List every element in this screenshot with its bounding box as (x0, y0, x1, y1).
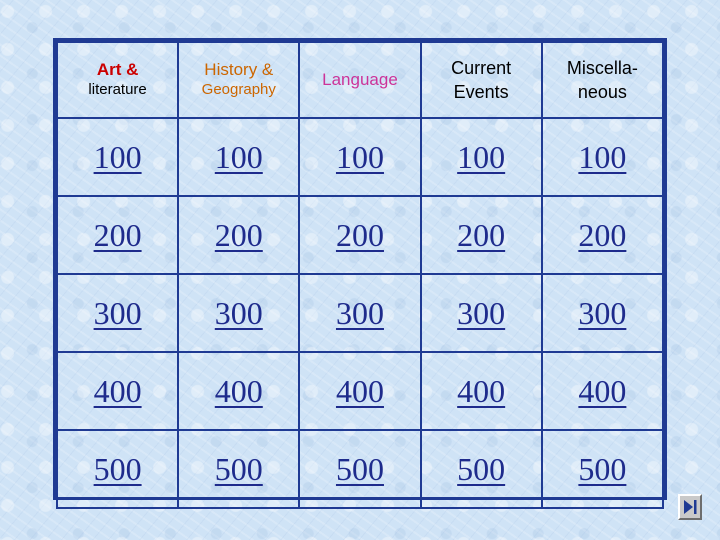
cell (299, 118, 420, 196)
cell (542, 352, 663, 430)
value-row-400 (57, 352, 663, 430)
category-art-literature (57, 42, 178, 118)
question-grid (56, 41, 664, 509)
question-link[interactable]: 100 (578, 138, 627, 175)
question-link[interactable]: 200 (578, 216, 627, 253)
cell (178, 352, 299, 430)
category-subtitle: literature (88, 81, 147, 98)
question-link[interactable]: 500 (214, 450, 263, 487)
question-link[interactable]: 100 (335, 138, 384, 175)
cell (299, 196, 420, 274)
value-row-200 (57, 196, 663, 274)
cell (57, 196, 178, 274)
cell (421, 118, 542, 196)
cell (299, 274, 420, 352)
cell (178, 430, 299, 508)
question-link[interactable]: 400 (214, 372, 263, 409)
cell (299, 430, 420, 508)
question-link[interactable]: 400 (578, 372, 627, 409)
cell (421, 274, 542, 352)
question-link[interactable]: 500 (578, 450, 627, 487)
cell (299, 352, 420, 430)
value-row-100 (57, 118, 663, 196)
question-link[interactable]: 400 (93, 372, 142, 409)
question-link[interactable]: 300 (93, 294, 142, 331)
category-miscellaneous (542, 42, 663, 118)
category-row (57, 42, 663, 118)
question-link[interactable]: 500 (93, 450, 142, 487)
question-link[interactable]: 300 (457, 294, 506, 331)
cell (542, 118, 663, 196)
category-subtitle: neous (577, 82, 627, 102)
question-link[interactable]: 300 (578, 294, 627, 331)
question-link[interactable]: 200 (214, 216, 263, 253)
question-link[interactable]: 100 (457, 138, 506, 175)
category-subtitle: Events (453, 82, 509, 102)
end-show-icon (682, 498, 698, 516)
question-link[interactable]: 300 (335, 294, 384, 331)
category-title: Art & (96, 60, 139, 79)
cell (542, 274, 663, 352)
jeopardy-board (53, 38, 667, 500)
question-link[interactable]: 400 (457, 372, 506, 409)
cell (57, 430, 178, 508)
value-row-500 (57, 430, 663, 508)
cell (178, 196, 299, 274)
end-show-button[interactable] (678, 494, 702, 520)
question-link[interactable]: 200 (93, 216, 142, 253)
question-link[interactable]: 100 (214, 138, 263, 175)
category-subtitle: Geography (201, 81, 276, 98)
category-current-events (421, 42, 542, 118)
question-link[interactable]: 500 (457, 450, 506, 487)
cell (178, 274, 299, 352)
question-link[interactable]: 500 (335, 450, 384, 487)
value-row-300 (57, 274, 663, 352)
question-link[interactable]: 400 (335, 372, 384, 409)
question-link[interactable]: 200 (457, 216, 506, 253)
cell (542, 430, 663, 508)
cell (57, 274, 178, 352)
cell (57, 118, 178, 196)
question-link[interactable]: 200 (335, 216, 384, 253)
category-history-geography (178, 42, 299, 118)
category-title: Language (322, 70, 398, 89)
category-language (299, 42, 420, 118)
question-link[interactable]: 100 (93, 138, 142, 175)
category-title: History & (204, 60, 274, 79)
category-title: Miscella- (566, 58, 638, 78)
cell (178, 118, 299, 196)
cell (57, 352, 178, 430)
category-title: Current (451, 58, 512, 78)
question-link[interactable]: 300 (214, 294, 263, 331)
cell (421, 352, 542, 430)
cell (542, 196, 663, 274)
cell (421, 196, 542, 274)
cell (421, 430, 542, 508)
